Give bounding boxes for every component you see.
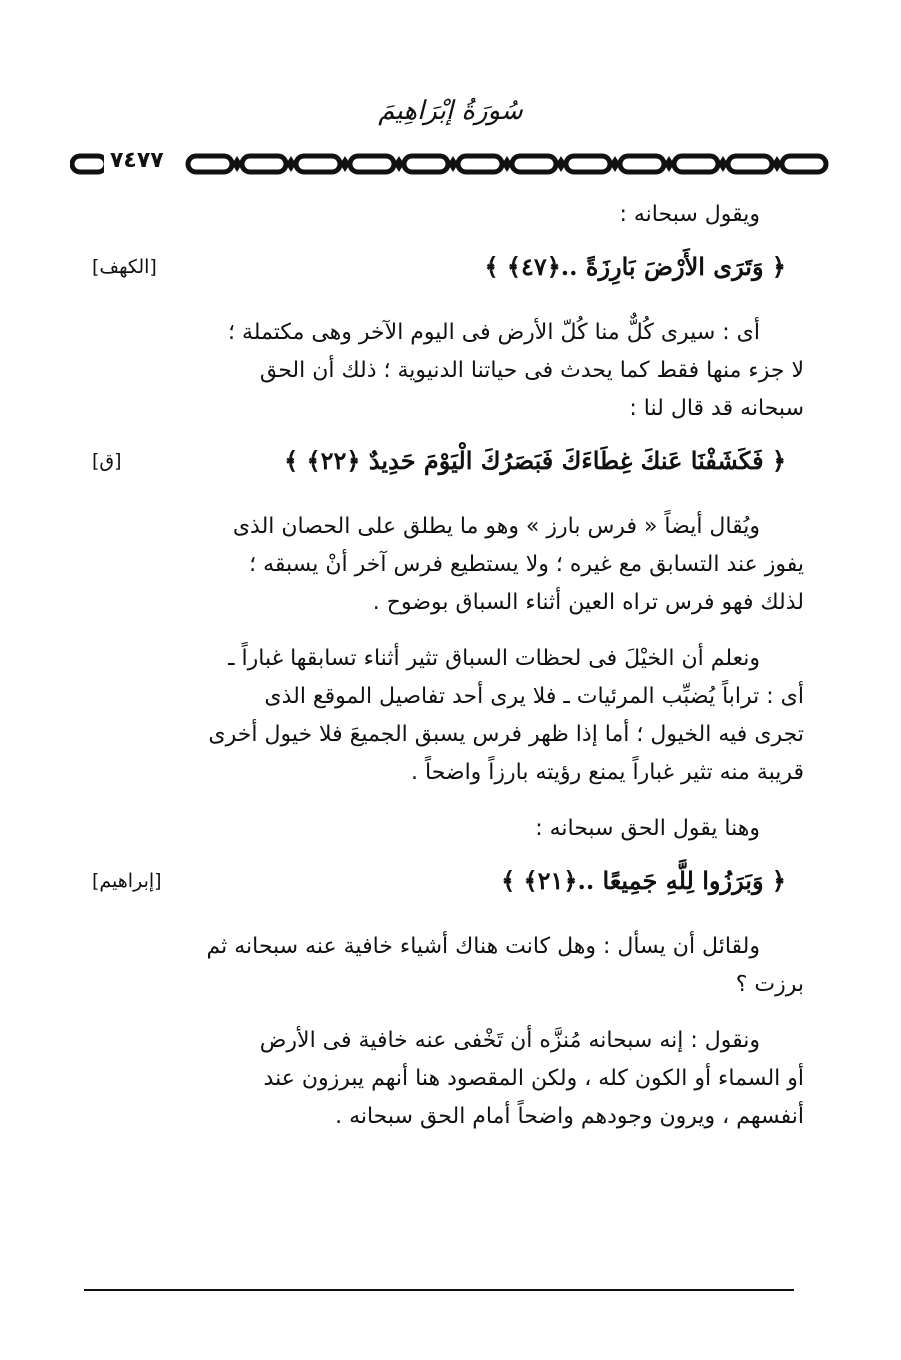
text-line: تجرى فيه الخيول ؛ أما إذا ظهر فرس يسبق الجميعَ فلا خيول أخرى bbox=[208, 722, 804, 747]
quran-verse bbox=[92, 866, 804, 906]
verse-text: ﴿ فَكَشَفْنَا عَنكَ غِطَاءَكَ فَبَصَرُكَ الْيَوْمَ حَدِيدٌ ﴿٢٢﴾ ﴾ bbox=[284, 446, 786, 475]
text-line: لا جزء منها فقط كما يحدث فى حياتنا الدنيوية ؛ ذلك أن الحق bbox=[259, 358, 804, 383]
text-line: ويقول سبحانه : bbox=[619, 202, 760, 227]
text-line: ويُقال أيضاً « فرس بارز » وهو ما يطلق على الحصان الذى bbox=[232, 514, 760, 539]
text-paragraph bbox=[92, 640, 804, 792]
surah-reference: [ق] bbox=[92, 450, 122, 472]
ornamental-border-chain bbox=[70, 150, 832, 178]
text-line: يفوز عند التسابق مع غيره ؛ ولا يستطيع فرس آخر أنْ يسبقه ؛ bbox=[249, 552, 804, 577]
text-paragraph bbox=[92, 196, 804, 234]
text-paragraph bbox=[92, 314, 804, 352]
surah-reference: [إبراهيم] bbox=[92, 870, 162, 892]
text-line: ولقائل أن يسأل : وهل كانت هناك أشياء خافية عنه سبحانه ثم bbox=[206, 934, 760, 959]
page-number: ٧٤٧٧ bbox=[104, 148, 170, 173]
text-line: أو السماء أو الكون كله ، ولكن المقصود هنا أنهم يبرزون عند bbox=[263, 1066, 804, 1091]
quran-verse bbox=[92, 446, 804, 486]
verse-text: ﴿ وَبَرَزُوا لِلَّهِ جَمِيعًا ..﴿٢١﴾ ﴾ bbox=[501, 866, 786, 895]
text-paragraph-continuation bbox=[92, 352, 804, 428]
quran-verse bbox=[92, 252, 804, 292]
text-line: وهنا يقول الحق سبحانه : bbox=[535, 816, 760, 841]
text-paragraph bbox=[92, 928, 804, 1004]
verse-text: ﴿ وَتَرَى الأَرْضَ بَارِزَةً ..﴿٤٧﴾ ﴾ bbox=[484, 252, 786, 281]
text-line: سبحانه قد قال لنا : bbox=[629, 396, 804, 421]
text-line: لذلك فهو فرس تراه العين أثناء السباق بوضوح . bbox=[372, 590, 804, 615]
text-line: أى : سيرى كُلٌّ منا كُلّ الأرض فى اليوم الآخر وهى مكتملة ؛ bbox=[228, 320, 760, 345]
text-line: برزت ؟ bbox=[735, 972, 804, 997]
surah-reference: [الكهف] bbox=[92, 256, 157, 278]
footer-divider bbox=[84, 1289, 794, 1291]
text-line: ونقول : إنه سبحانه مُنزَّه أن تَخْفى عنه خافية فى الأرض bbox=[259, 1028, 760, 1053]
page-body bbox=[92, 196, 804, 1154]
text-paragraph bbox=[92, 508, 804, 622]
text-paragraph bbox=[92, 1022, 804, 1136]
text-line: قريبة منه تثير غباراً يمنع رؤيته بارزاً واضحاً . bbox=[411, 760, 804, 785]
text-line: ونعلم أن الخيْلَ فى لحظات السباق تثير أثناء تسابقها غباراً ـ bbox=[228, 646, 760, 671]
text-paragraph bbox=[92, 810, 804, 848]
text-line: أى : تراباً يُضبِّب المرئيات ـ فلا يرى أحد تفاصيل الموقع الذى bbox=[264, 684, 804, 709]
text-line: أنفسهم ، ويرون وجودهم واضحاً أمام الحق سبحانه . bbox=[335, 1104, 804, 1129]
surah-title: سُورَةُ إبْرَاهِيمَ bbox=[378, 96, 523, 126]
